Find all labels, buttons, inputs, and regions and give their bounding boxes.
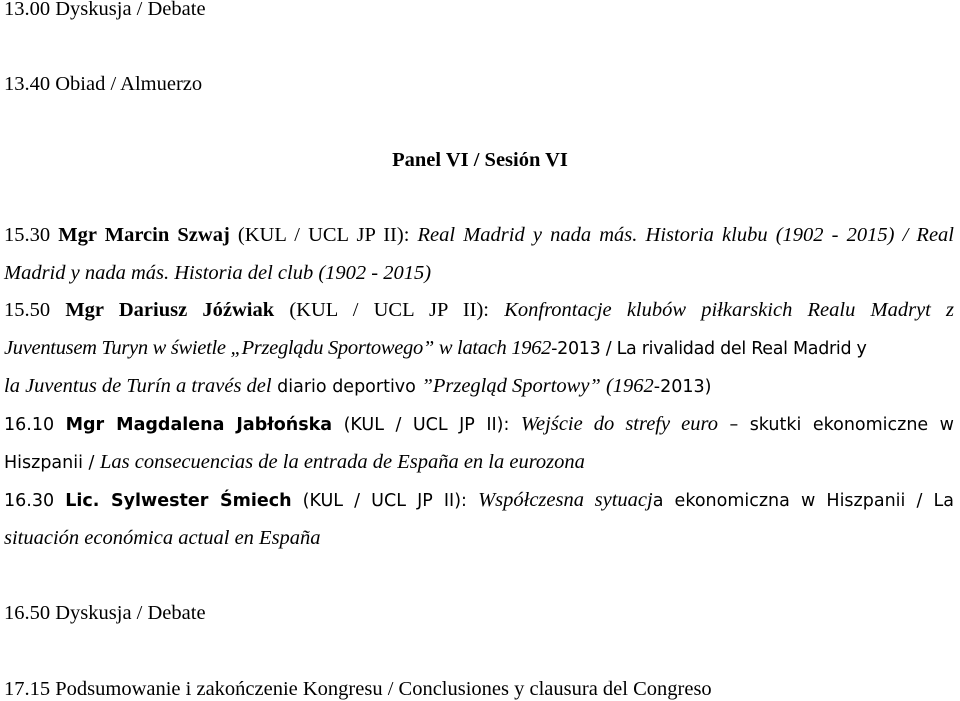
talk-affiliation: (KUL / UCL JP II): — [332, 415, 521, 435]
debate-1300: 13.00 Dyskusja / Debate — [4, 0, 206, 20]
talk-time: 15.30 — [4, 224, 59, 246]
panel-heading: Panel VI / Sesión VI — [392, 149, 568, 171]
talk-affiliation: (KUL / UCL JP II): — [291, 491, 479, 511]
talk-speaker: Mgr Magdalena Jabłońska — [65, 415, 333, 435]
talk-title: Konfrontacje klubów piłkarskich Realu Madryt z — [504, 299, 955, 321]
debate-1650: 16.50 Dyskusja / Debate — [4, 602, 206, 624]
talk-speaker: Mgr Dariusz Jóźwiak — [65, 299, 275, 321]
talk-title-cont: -2013) — [653, 377, 712, 397]
talk-1630-line1 — [4, 488, 954, 513]
talk-1610-line1 — [4, 412, 954, 437]
talk-title-cont: Hiszpanii / — [4, 453, 100, 473]
talk-title: la Juventus de Turín a través del — [4, 375, 272, 397]
talk-time: 16.10 — [4, 415, 66, 435]
talk-title-cont: diario deportivo — [271, 377, 422, 397]
talk-title: situación económica actual en España — [4, 527, 321, 549]
talk-speaker: Mgr Marcin Szwaj — [58, 224, 230, 246]
talk-speaker: Lic. Sylwester Śmiech — [65, 491, 292, 511]
talk-title: Madrid y nada más. Historia del club (1902 - 2015) — [4, 262, 432, 284]
talk-title: Juventusem Turyn w świetle „Przeglądu Sportowego” w latach 1962 — [4, 337, 552, 359]
talk-1550-line1 — [4, 298, 954, 322]
talk-time: 16.30 — [4, 491, 66, 511]
talk-affiliation: (KUL / UCL JP II): — [274, 299, 505, 321]
talk-1530-line2 — [4, 261, 954, 285]
talk-title: Las consecuencias de la entrada de España en la eurozona — [100, 451, 585, 473]
talk-1610-line2 — [4, 450, 954, 475]
talk-title: ”Przegląd Sportowy” (1962 — [421, 375, 654, 397]
talk-title: Wejście do strefy euro — [520, 413, 718, 435]
talk-1550-line3 — [4, 374, 954, 399]
lunch-1340: 13.40 Obiad / Almuerzo — [4, 73, 203, 95]
talk-title-cont: – skutki ekonomiczne w — [717, 415, 954, 435]
talk-title-cont: -2013 / La rivalidad del Real Madrid y — [551, 339, 867, 359]
talk-time: 15.50 — [4, 299, 66, 321]
talk-title: Współczesna sytuacj — [478, 489, 653, 511]
talk-title-cont: a ekonomiczna w Hiszpanii / La — [652, 491, 954, 511]
talk-1530-line1 — [4, 223, 954, 247]
talk-1550-line2 — [4, 336, 954, 361]
talk-1630-line2 — [4, 526, 954, 550]
talk-affiliation: (KUL / UCL JP II): — [229, 224, 418, 246]
talk-title: Real Madrid y nada más. Historia klubu (1902 - 2015) / Real — [417, 224, 954, 246]
closing-1715: 17.15 Podsumowanie i zakończenie Kongresu / Conclusiones y clausura del Congreso — [4, 678, 712, 700]
